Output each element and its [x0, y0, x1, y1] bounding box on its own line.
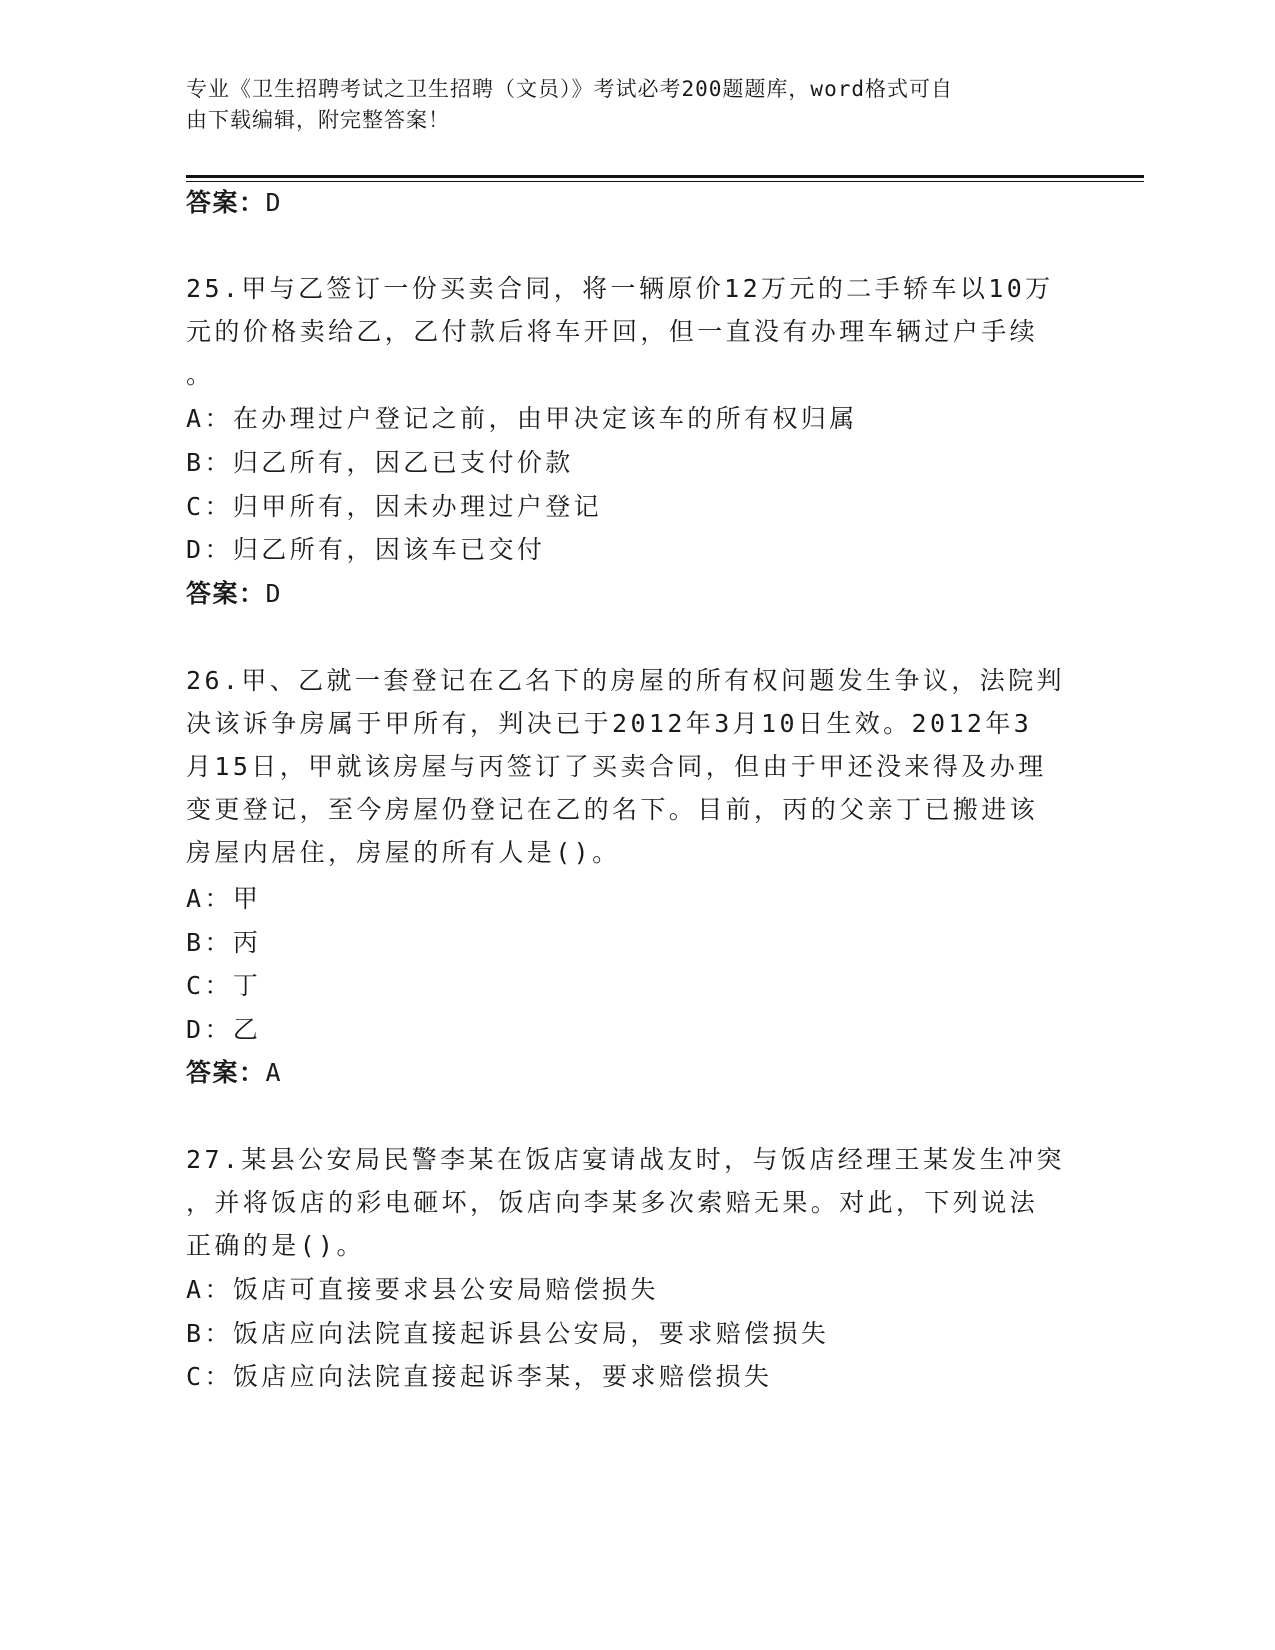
question-26-option-c: C：丁	[186, 971, 262, 1000]
answer-label: 答案：	[186, 579, 266, 608]
answer-line	[186, 186, 282, 220]
document-header	[186, 74, 1066, 136]
answer-label: 答案：	[186, 1058, 266, 1087]
question-26-option-d: D：乙	[186, 1015, 262, 1044]
question-26-line-4: 变更登记，至今房屋仍登记在乙的名下。目前，丙的父亲丁已搬进该	[186, 795, 1039, 824]
question-27-line-2: ，并将饭店的彩电砸坏，饭店向李某多次索赔无果。对此，下列说法	[186, 1188, 1039, 1217]
header-line-2: 由下载编辑，附完整答案！	[186, 108, 450, 132]
question-25-line-3: 。	[186, 360, 215, 389]
header-rule-thin	[186, 181, 1144, 182]
question-25-line-2: 元的价格卖给乙，乙付款后将车开回，但一直没有办理车辆过户手续	[186, 317, 1039, 346]
question-25-option-c: C：归甲所有，因未办理过户登记	[186, 492, 603, 521]
question-25-answer	[186, 577, 282, 611]
question-25-line-1: 25.甲与乙签订一份买卖合同，将一辆原价12万元的二手轿车以10万	[186, 274, 1054, 303]
question-27-option-a: A：饭店可直接要求县公安局赔偿损失	[186, 1275, 659, 1304]
question-27-line-3: 正确的是()。	[186, 1231, 365, 1260]
answer-letter: D	[265, 188, 283, 217]
question-25-option-a: A：在办理过户登记之前，由甲决定该车的所有权归属	[186, 404, 858, 433]
question-26-answer	[186, 1056, 282, 1090]
answer-letter: D	[265, 579, 283, 608]
question-27-option-c: C：饭店应向法院直接起诉李某，要求赔偿损失	[186, 1362, 773, 1391]
question-26-line-3: 月15日，甲就该房屋与丙签订了买卖合同，但由于甲还没来得及办理	[186, 752, 1047, 781]
question-27-option-b: B：饭店应向法院直接起诉县公安局，要求赔偿损失	[186, 1319, 830, 1348]
header-rule-thick	[186, 175, 1144, 178]
question-25-option-d: D：归乙所有，因该车已交付	[186, 535, 546, 564]
question-25-option-b: B：归乙所有，因乙已支付价款	[186, 448, 574, 477]
question-26-line-2: 决该诉争房属于甲所有，判决已于2012年3月10日生效。2012年3	[186, 709, 1033, 738]
question-26-line-1: 26.甲、乙就一套登记在乙名下的房屋的所有权问题发生争议，法院判	[186, 666, 1065, 695]
answer-label: 答案：	[186, 188, 266, 217]
question-26-line-5: 房屋内居住，房屋的所有人是()。	[186, 838, 621, 867]
question-26-option-b: B：丙	[186, 928, 262, 957]
question-26-option-a: A：甲	[186, 884, 262, 913]
question-27-line-1: 27.某县公安局民警李某在饭店宴请战友时，与饭店经理王某发生冲突	[186, 1145, 1065, 1174]
answer-letter: A	[265, 1058, 283, 1087]
header-line-1: 专业《卫生招聘考试之卫生招聘（文员）》考试必考200题题库，word格式可自	[186, 77, 953, 101]
